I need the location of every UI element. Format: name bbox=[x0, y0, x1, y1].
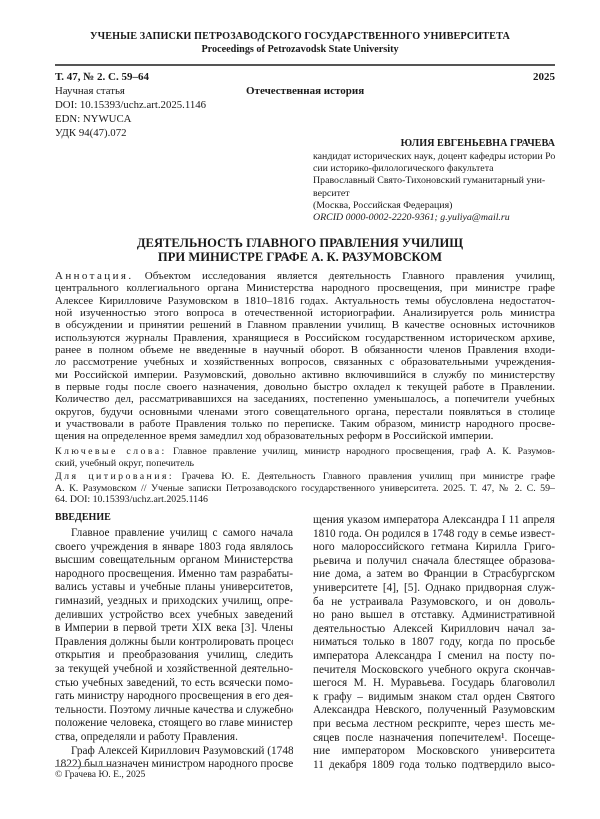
author-contact[interactable]: ORCID 0000-0002-2220-9361; g.yuliya@mail.ru bbox=[313, 212, 555, 224]
abstract-label: Аннотация. bbox=[55, 270, 133, 282]
body-column-left bbox=[55, 527, 293, 772]
text-line: ский, учебный округ, попечитель bbox=[55, 458, 555, 470]
text-line: ло рассмотрение учебных и хозяйственных вопросов, связанных с образовательными учреждения- bbox=[55, 356, 555, 368]
article-title bbox=[0, 236, 600, 264]
section-heading-introduction: ВВЕДЕНИЕ bbox=[55, 512, 111, 523]
keywords-label: Ключевые слова: bbox=[55, 446, 167, 457]
text-line: ми Российской империи. Разумовский, довольно активно включившийся в службу по министерству bbox=[55, 369, 555, 381]
edn: EDN: NYWUCA bbox=[55, 112, 131, 126]
text-line bbox=[55, 446, 555, 458]
header-divider bbox=[55, 64, 555, 66]
abstract bbox=[55, 270, 555, 443]
text-line: 64. DOI: 10.15393/uchz.art.2025.1146 bbox=[55, 494, 555, 506]
journal-title-en: Proceedings of Petrozavodsk State University bbox=[0, 44, 600, 55]
paragraph-line: рьевича и получил сначала блестящее образова- bbox=[313, 555, 555, 569]
paragraph-line: Александра Невского, полученный Разумовским bbox=[313, 704, 555, 718]
title-line: ПРИ МИНИСТРЕ ГРАФЕ А. К. РАЗУМОВСКОМ bbox=[0, 250, 600, 264]
affiliation-line: Православный Свято-Тихоновский гуманитарный уни- bbox=[313, 175, 555, 187]
paragraph-line: университете [4], [5]. Однако придворная служ- bbox=[313, 582, 555, 596]
paragraph-line: стью учебных заведений, то есть всячески помо- bbox=[55, 677, 293, 691]
paragraph-line: гимназий, уездных и приходских училищ, опре- bbox=[55, 595, 293, 609]
affiliation-line: сии историко-филологического факультета bbox=[313, 163, 555, 175]
copyright: © Грачева Ю. Е., 2025 bbox=[55, 769, 145, 780]
affiliation-line: кандидат исторических наук, доцент кафедры истории Рос- bbox=[313, 151, 555, 163]
paragraph-line: ние дома, а затем во Франции в Страсбургском bbox=[313, 568, 555, 582]
paragraph-line: деливших устройство всех учебных заведений bbox=[55, 609, 293, 623]
volume-info: Т. 47, № 2. С. 59–64 bbox=[55, 71, 149, 83]
text-line: в обсуждении и принятии решений в Главном правлении училищ. В качестве основных источников bbox=[55, 319, 555, 331]
paragraph-line: положение человека, стоящего во главе министер- bbox=[55, 717, 293, 731]
article-type: Научная статья bbox=[55, 84, 125, 98]
citation bbox=[55, 471, 555, 506]
affiliation-line: верситет bbox=[313, 188, 555, 200]
text-line: округов, будучи основными членами этого совещательного органа, перестали появляться в столице bbox=[55, 406, 555, 418]
paragraph-line: гать министру народного просвещения в его дея- bbox=[55, 690, 293, 704]
year: 2025 bbox=[533, 71, 555, 83]
paragraph-line: печителя Московского учебного округа скончав- bbox=[313, 664, 555, 678]
section-name: Отечественная история bbox=[246, 85, 364, 97]
text: Грачева Ю. Е. Деятельность Главного правления училищ при министре графе bbox=[182, 471, 555, 482]
paragraph-line: Граф Алексей Кириллович Разумовский (1748– bbox=[55, 745, 293, 759]
text-line: щения на определенное время замедлил ход образовательных реформ в Российской империи. bbox=[55, 430, 555, 442]
text-line: используются журналы Правления, хранящиеся в Российском государственном историческом архиве, bbox=[55, 332, 555, 344]
paragraph-line: за текущей учебной и хозяйственной деятельно- bbox=[55, 663, 293, 677]
paragraph-line: открытия и преобразования училищ, следить bbox=[55, 649, 293, 663]
text-line bbox=[55, 270, 555, 282]
text-line: Алексее Кирилловиче Разумовском в 1810–1816 годах. Актуальность темы обусловлена недостаточ- bbox=[55, 295, 555, 307]
doi[interactable]: DOI: 10.15393/uchz.art.2025.1146 bbox=[55, 98, 206, 112]
paragraph-line: ного малороссийского гетмана Кирилла Григо- bbox=[313, 541, 555, 555]
paragraph-line: народного просвещения. Именно там разрабаты- bbox=[55, 568, 293, 582]
author-name: ЮЛИЯ ЕВГЕНЬЕВНА ГРАЧЕВА bbox=[401, 138, 555, 149]
paragraph-line: ства, определяли и работу Правления. bbox=[55, 731, 293, 745]
paragraph-line: ба не устраивала Разумовского, и он доволь- bbox=[313, 596, 555, 610]
text-line: ранее в полном объеме не введенные в научный оборот. В обязанности членов Правления входи- bbox=[55, 344, 555, 356]
paragraph-line: вались уставы и учебные планы университетов, bbox=[55, 581, 293, 595]
text: Главное правление училищ, министр народного просвещения, граф А. К. Разумов- bbox=[173, 446, 555, 457]
text-line: в первые годы после своего назначения, довольно быстро охладел к текущей работе в Правлении. bbox=[55, 381, 555, 393]
paragraph-line: деятельностью Алексей Кириллович начал за- bbox=[313, 623, 555, 637]
text-line: ной изученностью этого вопроса в отечественной историографии. Анализируется роль министра bbox=[55, 307, 555, 319]
text: Объектом исследования является деятельность Главного правления училищ, bbox=[145, 270, 555, 282]
udk: УДК 94(47).072 bbox=[55, 126, 127, 140]
footnote-divider bbox=[55, 766, 115, 767]
paragraph-line: 1822) был назначен министром народного просве- bbox=[55, 758, 293, 772]
text-line: центрального коллегиального органа Министерства народного просвещения, при министре графе bbox=[55, 282, 555, 294]
title-line: ДЕЯТЕЛЬНОСТЬ ГЛАВНОГО ПРАВЛЕНИЯ УЧИЛИЩ bbox=[0, 236, 600, 250]
keywords bbox=[55, 446, 555, 469]
paragraph-line: шегося М. Н. Муравьева. Государь благоволил bbox=[313, 677, 555, 691]
paragraph-line: 11 декабря 1809 года только подтвердило высо- bbox=[313, 759, 555, 773]
paragraph-line: ниматься только в 1807 году, когда по просьбе bbox=[313, 636, 555, 650]
paragraph-line: в Империи в первой трети XIX века [3]. Члены bbox=[55, 622, 293, 636]
body-column-right bbox=[313, 514, 555, 772]
paragraph-line: Главное правление училищ с самого начала bbox=[55, 527, 293, 541]
paragraph-line: императора Александра I сменил на посту по- bbox=[313, 650, 555, 664]
paragraph-line: но рано вышел в отставку. Административной bbox=[313, 609, 555, 623]
text-line: и участвовали в работе Правления только по переписке. Таким образом, министр народного просве- bbox=[55, 418, 555, 430]
paragraph-line: к графу – видимым знаком стал орден Святого bbox=[313, 691, 555, 705]
journal-title-ru: УЧЕНЫЕ ЗАПИСКИ ПЕТРОЗАВОДСКОГО ГОСУДАРСТВЕННОГО УНИВЕРСИТЕТА bbox=[0, 31, 600, 42]
paragraph-line: своего учреждения в январе 1803 года являлось bbox=[55, 541, 293, 555]
paragraph-line: высшим совещательным органом Министерства bbox=[55, 554, 293, 568]
author-affiliation bbox=[313, 151, 555, 224]
paragraph-line: щения указом императора Александра I 11 апреля bbox=[313, 514, 555, 528]
paragraph-line: ние императором Московского университета bbox=[313, 745, 555, 759]
text-line: А. К. Разумовском // Ученые записки Петрозаводского государственного университета. 2025. Т. 47, № 2. С. 59– bbox=[55, 483, 555, 495]
text-line bbox=[55, 471, 555, 483]
text-line: Количество дел, рассматривавшихся на заседаниях, постепенно уменьшалось, а попечители учебных bbox=[55, 393, 555, 405]
paragraph-line: при весьма лестном рескрипте, через шесть ме- bbox=[313, 718, 555, 732]
affiliation-line: (Москва, Российская Федерация) bbox=[313, 200, 555, 212]
paragraph-line: сяцев после назначения попечителем¹. Посеще- bbox=[313, 732, 555, 746]
citation-label: Для цитирования: bbox=[55, 471, 174, 482]
paragraph-line: 1810 года. Он родился в 1748 году в семье извест- bbox=[313, 528, 555, 542]
paragraph-line: Правления должны были контролировать процесс bbox=[55, 636, 293, 650]
paragraph-line: тельности. Поэтому личные качества и служебное bbox=[55, 704, 293, 718]
